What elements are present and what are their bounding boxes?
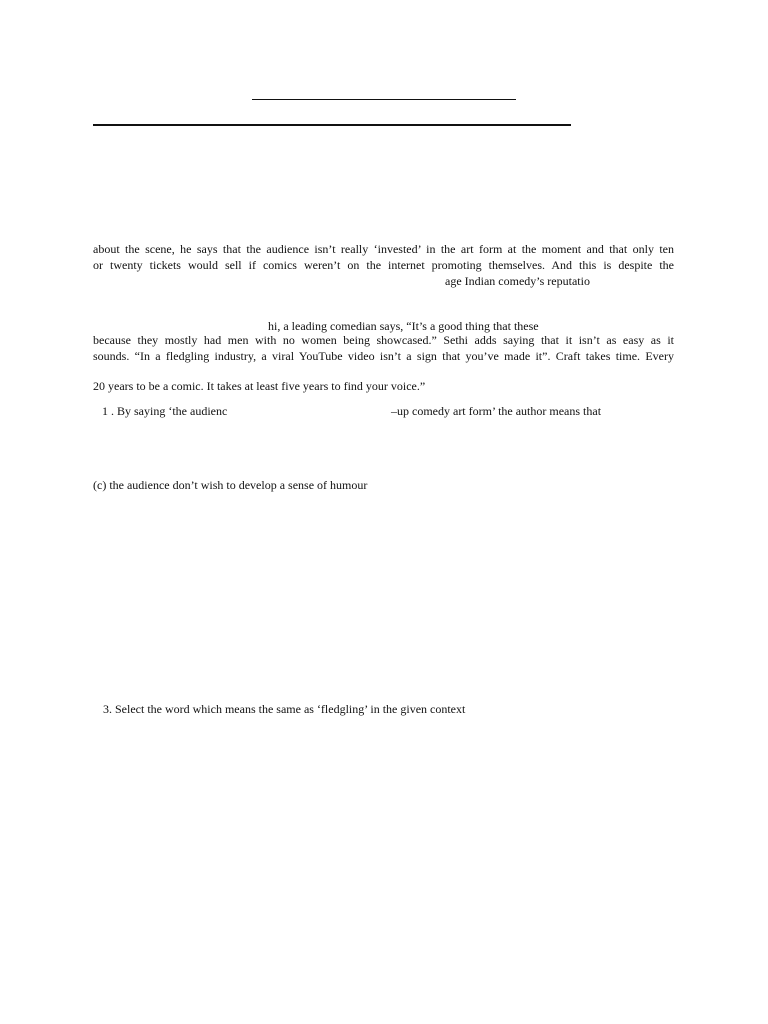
passage-line: hi, a leading comedian says, “It’s a good thing that these <box>268 319 539 333</box>
header-rule <box>93 124 571 126</box>
title-underline <box>252 99 516 100</box>
passage-line: age Indian comedy’s reputatio <box>445 274 590 288</box>
passage-line: sounds. “In a fledgling industry, a viral YouTube video isn’t a sign that you’ve made it”. Craft takes time. Every <box>93 349 674 363</box>
question-1-option-c: (c) the audience don’t wish to develop a sense of humour <box>93 478 368 492</box>
passage-line: or twenty tickets would sell if comics weren’t on the internet promoting themselves. And this is despite the <box>93 258 674 272</box>
passage-line: 20 years to be a comic. It takes at least five years to find your voice.” <box>93 379 426 393</box>
question-1-start: 1 . By saying ‘the audienc <box>102 404 228 418</box>
question-3: 3. Select the word which means the same as ‘fledgling’ in the given context <box>103 702 466 716</box>
passage-line: because they mostly had men with no women being showcased.” Sethi adds saying that it isn’t as easy as it <box>93 333 674 347</box>
question-1-end: –up comedy art form’ the author means that <box>391 404 602 418</box>
passage-line: about the scene, he says that the audience isn’t really ‘invested’ in the art form at the moment and that only ten <box>93 242 674 256</box>
